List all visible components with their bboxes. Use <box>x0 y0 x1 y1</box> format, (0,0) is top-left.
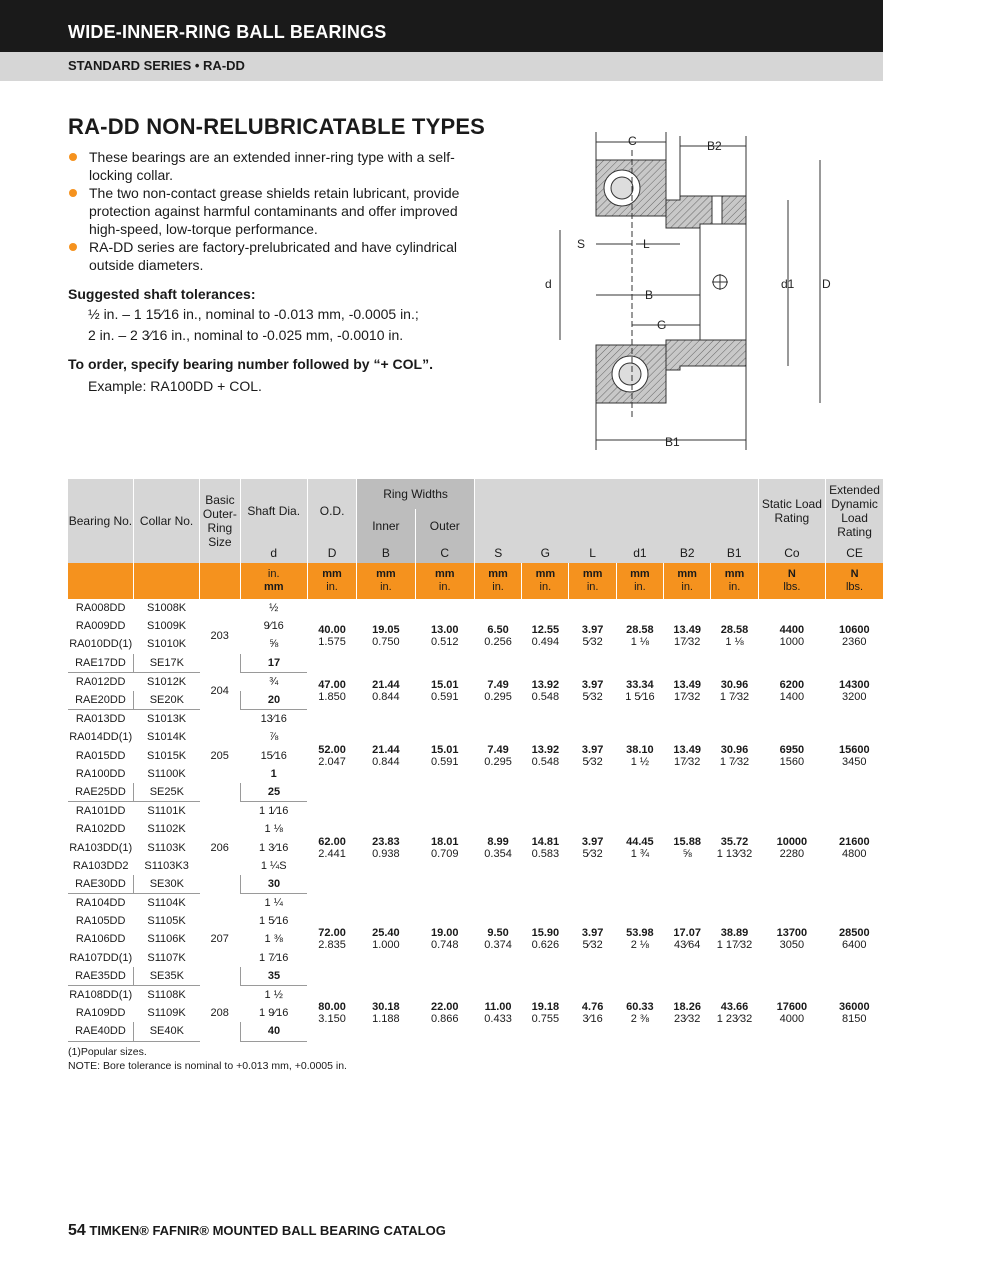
cell-b1: 43.66 1 23⁄32 <box>716 1001 753 1026</box>
symbol-C: C <box>415 543 474 563</box>
cell-co: 6200 1400 <box>779 678 805 703</box>
label-S: S <box>577 237 586 251</box>
label-d: d <box>545 277 552 291</box>
cell-shaft-dia: 40 <box>240 1022 307 1041</box>
cell-g: 12.55 0.494 <box>531 623 560 648</box>
cell-d1: 28.58 1 ⅛ <box>626 623 654 648</box>
cell-collar-no: S1103K3 <box>144 859 189 872</box>
label-d1: d1 <box>781 277 795 291</box>
units-G: mm in. <box>522 563 569 599</box>
cell-b1: 28.58 1 ⅛ <box>720 623 749 648</box>
units-B2: mm in. <box>664 563 711 599</box>
header-outer: Outer <box>415 509 474 543</box>
cell-collar-no: SE20K <box>133 691 199 710</box>
cell-shaft-dia: 1 ⅛ <box>264 823 283 836</box>
feature-list <box>68 148 488 274</box>
order-example: Example: RA100DD + COL. <box>88 378 262 394</box>
bullet-item: The two non-contact grease shields retain lubricant, provide protection against harmful contaminants and offer improved high-speed, low-torque performance. <box>68 184 488 238</box>
bearing-cross-section-diagram <box>530 125 860 455</box>
cell-g: 15.90 0.626 <box>531 927 560 952</box>
cell-l: 3.97 5⁄32 <box>581 678 604 703</box>
cell-outer-ring-size: 204 <box>210 684 229 697</box>
units-blank <box>200 563 240 599</box>
cell-co: 6950 1560 <box>779 743 805 768</box>
table-body <box>68 599 883 1041</box>
cell-b: 19.05 0.750 <box>372 623 400 648</box>
table-row <box>68 599 883 617</box>
units-L: mm in. <box>569 563 616 599</box>
cell-od: 80.00 3.150 <box>318 1001 346 1026</box>
cell-b: 30.18 1.188 <box>372 1001 400 1026</box>
cell-shaft-dia: ⅞ <box>269 731 279 744</box>
cell-g: 19.18 0.755 <box>531 1001 560 1026</box>
cell-co: 13700 3050 <box>776 927 808 952</box>
tolerance-title: Suggested shaft tolerances: <box>68 286 256 302</box>
label-B: B <box>645 288 654 302</box>
cell-shaft-dia: 1 9⁄16 <box>259 1007 289 1020</box>
units-CE: N lbs. <box>826 563 883 599</box>
cell-s: 9.50 0.374 <box>484 927 512 952</box>
cell-s: 11.00 0.433 <box>484 1001 512 1026</box>
units-blank <box>68 563 133 599</box>
cell-outer-ring-size: 205 <box>210 749 229 762</box>
cell-collar-no: S1104K <box>147 897 186 910</box>
cell-shaft-dia: 15⁄16 <box>260 749 287 762</box>
table-row <box>68 894 883 913</box>
cell-l: 3.97 5⁄32 <box>581 927 604 952</box>
header-bearing-no: Bearing No. <box>68 479 133 563</box>
cell-ce: 21600 4800 <box>838 835 870 860</box>
units-Co: N lbs. <box>758 563 825 599</box>
cell-collar-no: S1106K <box>147 933 186 946</box>
header-subtitle: STANDARD SERIES • RA-DD <box>68 58 245 73</box>
cell-shaft-dia: 1 ¼S <box>260 859 287 872</box>
cell-bearing-no: RA104DD <box>75 897 126 910</box>
cell-c: 15.01 0.591 <box>430 678 459 703</box>
bullet-item: These bearings are an extended inner-ring type with a self-locking collar. <box>68 148 488 184</box>
cell-bearing-no: RA100DD <box>75 767 126 780</box>
cell-bearing-no: RA102DD <box>75 823 126 836</box>
cell-od: 40.00 1.575 <box>318 623 346 648</box>
bullet-item: RA-DD series are factory-prelubricated and have cylindrical outside diameters. <box>68 238 488 274</box>
bullet-dot-icon <box>69 189 77 197</box>
cell-collar-no: S1108K <box>147 989 186 1002</box>
header-collar-no: Collar No. <box>133 479 199 563</box>
cell-d1: 53.98 2 ⅛ <box>626 927 654 952</box>
note-popular: (1)Popular sizes. <box>68 1046 147 1058</box>
header-static-load: Static Load Rating <box>758 479 825 543</box>
symbol-d: d <box>240 543 307 563</box>
cell-g: 14.81 0.583 <box>531 835 560 860</box>
cell-bearing-no: RAE30DD <box>68 875 133 894</box>
cell-l: 4.76 3⁄16 <box>581 1001 604 1026</box>
symbol-B2: B2 <box>664 543 711 563</box>
bullet-dot-icon <box>69 243 77 251</box>
symbol-G: G <box>522 543 569 563</box>
cell-b1: 38.89 1 17⁄32 <box>716 927 753 952</box>
header-title: WIDE-INNER-RING BALL BEARINGS <box>68 22 387 42</box>
cell-bearing-no: RA107DD(1) <box>69 951 133 964</box>
section-title: RA-DD NON-RELUBRICATABLE TYPES <box>68 114 486 139</box>
cell-shaft-dia: 1 1⁄16 <box>259 805 289 818</box>
cell-outer-ring-size: 206 <box>210 841 229 854</box>
table-row <box>68 710 883 729</box>
table-row <box>68 985 883 1004</box>
cell-bearing-no: RAE40DD <box>68 1022 133 1041</box>
cell-ce: 14300 3200 <box>838 678 870 703</box>
label-D: D <box>822 277 831 291</box>
symbol-d1: d1 <box>616 543 663 563</box>
units-B: mm in. <box>357 563 415 599</box>
cell-bearing-no: RAE17DD <box>68 654 133 673</box>
cell-l: 3.97 5⁄32 <box>581 743 604 768</box>
cell-bearing-no: RA009DD <box>75 620 126 633</box>
symbol-B: B <box>357 543 415 563</box>
cell-shaft-dia: ½ <box>269 602 279 615</box>
cell-bearing-no: RA013DD <box>75 713 126 726</box>
header-od: O.D. <box>307 479 356 543</box>
cell-b: 21.44 0.844 <box>372 678 400 703</box>
symbol-D: D <box>307 543 356 563</box>
symbol-B1: B1 <box>711 543 758 563</box>
cell-collar-no: S1015K <box>147 749 187 762</box>
tolerance-line-2: 2 in. – 2 3⁄16 in., nominal to -0.025 mm, -0.0010 in. <box>88 327 404 343</box>
bullet-dot-icon <box>69 153 77 161</box>
cell-bearing-no: RA103DD(1) <box>69 841 133 854</box>
cell-d1: 33.34 1 5⁄16 <box>625 678 655 703</box>
cell-d1: 60.33 2 ⅜ <box>626 1001 654 1026</box>
cell-bearing-no: RA105DD <box>75 915 126 928</box>
cell-collar-no: SE30K <box>133 875 199 894</box>
cell-ce: 36000 8150 <box>838 1001 870 1026</box>
cell-shaft-dia: 1 5⁄16 <box>259 915 289 928</box>
cell-c: 22.00 0.866 <box>430 1001 459 1026</box>
cell-l: 3.97 5⁄32 <box>581 623 604 648</box>
cell-collar-no: S1009K <box>147 620 187 633</box>
order-instruction: To order, specify bearing number followed by “+ COL”. <box>68 356 433 372</box>
cell-bearing-no: RA106DD <box>75 933 126 946</box>
subheader-bar <box>0 52 883 81</box>
cell-d1: 38.10 1 ½ <box>626 743 654 768</box>
units-blank <box>133 563 199 599</box>
label-G: G <box>657 318 667 332</box>
symbol-L: L <box>569 543 616 563</box>
cell-ce: 28500 6400 <box>838 927 870 952</box>
cell-s: 6.50 0.256 <box>484 623 512 648</box>
cell-ce: 10600 2360 <box>838 623 870 648</box>
cell-collar-no: SE40K <box>133 1022 199 1041</box>
cell-shaft-dia: 13⁄16 <box>260 713 287 726</box>
label-C: C <box>628 134 637 148</box>
cell-bearing-no: RA012DD <box>75 675 126 688</box>
cell-d1: 44.45 1 ¾ <box>626 835 654 860</box>
cell-bearing-no: RA010DD(1) <box>69 638 133 651</box>
cell-shaft-dia: 35 <box>240 967 307 986</box>
cell-shaft-dia: 30 <box>240 875 307 894</box>
header-inner: Inner <box>357 509 415 543</box>
cell-shaft-dia: 9⁄16 <box>263 620 284 633</box>
cell-collar-no: S1101K <box>147 805 186 818</box>
symbol-S: S <box>474 543 521 563</box>
cell-collar-no: S1105K <box>147 915 186 928</box>
cell-collar-no: S1010K <box>147 638 187 651</box>
page-footer <box>68 1222 446 1240</box>
page-number: 54 <box>68 1222 86 1239</box>
cell-collar-no: S1102K <box>147 823 186 836</box>
tolerance-line-1: ½ in. – 1 15⁄16 in., nominal to -0.013 mm, -0.0005 in.; <box>88 306 419 322</box>
cell-b1: 30.96 1 7⁄32 <box>719 678 750 703</box>
cell-b: 21.44 0.844 <box>372 743 400 768</box>
cell-collar-no: S1109K <box>147 1007 186 1020</box>
cell-bearing-no: RA109DD <box>75 1007 126 1020</box>
cell-shaft-dia: 25 <box>240 783 307 802</box>
cell-co: 10000 2280 <box>776 835 808 860</box>
cell-bearing-no: RA103DD2 <box>72 859 129 872</box>
header-blank <box>474 479 758 543</box>
cell-shaft-dia: ⅝ <box>269 638 279 651</box>
cell-s: 8.99 0.354 <box>484 835 512 860</box>
cell-collar-no: SE25K <box>133 783 199 802</box>
units-shaft: in. mm <box>240 563 307 599</box>
table-row <box>68 672 883 691</box>
cell-shaft-dia: 1 ¼ <box>264 897 283 910</box>
cell-collar-no: S1013K <box>147 713 187 726</box>
cell-bearing-no: RA108DD(1) <box>69 989 133 1002</box>
units-od: mm in. <box>307 563 356 599</box>
cell-b2: 13.49 17⁄32 <box>673 743 701 768</box>
header-bar <box>0 0 883 52</box>
table-header-row-1 <box>68 479 883 509</box>
cell-c: 19.00 0.748 <box>430 927 459 952</box>
header-shaft-dia: Shaft Dia. <box>240 479 307 543</box>
table-row <box>68 802 883 821</box>
catalog-title: TIMKEN® FAFNIR® MOUNTED BALL BEARING CATALOG <box>89 1223 446 1238</box>
cell-collar-no: S1008K <box>147 602 187 615</box>
cell-shaft-dia: 17 <box>240 654 307 673</box>
cell-bearing-no: RAE25DD <box>68 783 133 802</box>
cell-co: 17600 4000 <box>776 1001 808 1026</box>
cell-b: 25.40 1.000 <box>372 927 400 952</box>
header-ring-widths: Ring Widths <box>357 479 475 509</box>
cell-collar-no: SE17K <box>133 654 199 673</box>
symbol-Co: Co <box>758 543 825 563</box>
table-notes <box>68 1045 347 1073</box>
cell-collar-no: S1012K <box>147 675 187 688</box>
units-B1: mm in. <box>711 563 758 599</box>
cell-outer-ring-size: 208 <box>210 1007 229 1020</box>
cell-shaft-dia: 1 7⁄16 <box>259 951 289 964</box>
cell-od: 47.00 1.850 <box>318 678 346 703</box>
cell-c: 18.01 0.709 <box>430 835 459 860</box>
cell-bearing-no: RA008DD <box>75 602 126 615</box>
cell-od: 62.00 2.441 <box>318 835 346 860</box>
cell-shaft-dia: ¾ <box>269 675 279 688</box>
cell-od: 72.00 2.835 <box>318 927 346 952</box>
label-L: L <box>643 237 650 251</box>
cell-outer-ring-size: 203 <box>210 629 229 642</box>
units-S: mm in. <box>474 563 521 599</box>
cell-bearing-no: RA014DD(1) <box>69 731 133 744</box>
cell-b2: 15.88 ⅝ <box>673 835 701 860</box>
cell-bearing-no: RAE35DD <box>68 967 133 986</box>
cell-shaft-dia: 1 ⅜ <box>264 933 283 946</box>
table-units-row <box>68 563 883 599</box>
cell-s: 7.49 0.295 <box>484 743 512 768</box>
cell-bearing-no: RAE20DD <box>68 691 133 710</box>
units-d1: mm in. <box>616 563 663 599</box>
header-dynamic-load: Extended Dynamic Load Rating <box>826 479 883 543</box>
cell-collar-no: S1107K <box>147 951 186 964</box>
symbol-CE: CE <box>826 543 883 563</box>
cell-b2: 17.07 43⁄64 <box>673 927 701 952</box>
header-outer-ring-size: Basic Outer-Ring Size <box>200 479 240 563</box>
cell-ce: 15600 3450 <box>838 743 870 768</box>
cell-g: 13.92 0.548 <box>531 743 560 768</box>
cell-shaft-dia: 1 <box>270 767 277 780</box>
cell-c: 15.01 0.591 <box>430 743 459 768</box>
cell-collar-no: S1014K <box>147 731 187 744</box>
cell-b1: 35.72 1 13⁄32 <box>716 835 753 860</box>
cell-outer-ring-size: 207 <box>210 933 229 946</box>
cell-collar-no: S1100K <box>147 767 186 780</box>
cell-co: 4400 1000 <box>779 623 805 648</box>
cell-g: 13.92 0.548 <box>531 678 560 703</box>
cell-s: 7.49 0.295 <box>484 678 512 703</box>
cell-od: 52.00 2.047 <box>318 743 346 768</box>
cell-collar-no: S1103K <box>147 841 186 854</box>
cell-b2: 18.26 23⁄32 <box>673 1001 701 1026</box>
cell-l: 3.97 5⁄32 <box>581 835 604 860</box>
cell-shaft-dia: 1 ½ <box>264 989 283 1002</box>
cell-shaft-dia: 20 <box>240 691 307 710</box>
cell-collar-no: SE35K <box>133 967 199 986</box>
note-bore: NOTE: Bore tolerance is nominal to +0.013 mm, +0.0005 in. <box>68 1060 347 1072</box>
label-B1: B1 <box>665 435 680 449</box>
cell-b1: 30.96 1 7⁄32 <box>719 743 750 768</box>
cell-c: 13.00 0.512 <box>430 623 459 648</box>
cell-b: 23.83 0.938 <box>372 835 400 860</box>
bearing-spec-table <box>68 479 883 1042</box>
label-B2: B2 <box>707 139 722 153</box>
cell-shaft-dia: 1 3⁄16 <box>259 841 289 854</box>
cell-b2: 13.49 17⁄32 <box>673 623 701 648</box>
units-C: mm in. <box>415 563 474 599</box>
cell-bearing-no: RA015DD <box>75 749 126 762</box>
cell-bearing-no: RA101DD <box>75 805 126 818</box>
cell-b2: 13.49 17⁄32 <box>673 678 701 703</box>
